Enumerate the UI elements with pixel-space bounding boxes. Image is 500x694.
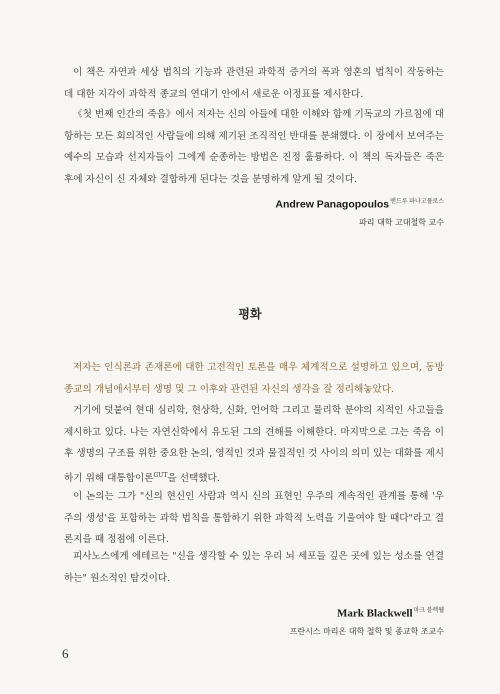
endorser-name: Mark Blackwell$^{마크 블랙웰}$ xyxy=(337,607,444,620)
body-paragraph: 저자는 인식론과 존재론에 대한 고전적인 토론을 매우 체계적으로 설명하고 있으며, 동방 종교의 개념에서부터 생명 및 그 이후와 관련된 자신의 생각을 잘 정리해놓았다. xyxy=(64,362,444,395)
body-paragraph: 거기에 덧붙여 현대 심리학, 현상학, 신화, 언어학 그리고 물리학 분야의 지적인 사고들을 제시하고 있다. 나는 자연신학에서 유도된 그의 견해를 이해한다. 마지막으로 그는 죽음 이후 생명의 구조를 위한 중요한 논의, 영적인 것과 물질적인 것 사이의 의미 있는 대화를 제시하기 위해 대통합이론$^{GUT}$을 선택했다. xyxy=(64,405,444,484)
endorser-name: Andrew Panagopoulos$^{앤드루 파나고풀로스}$ xyxy=(275,198,444,211)
endorser-affiliation: 파리 대학 고대철학 교수 xyxy=(359,217,444,227)
endorsement-signature xyxy=(290,605,444,637)
body-paragraph: 이 논의는 그가 "신의 현신인 사람과 역시 신의 표현인 우주의 계속적인 관계를 통해 '우주의 생성'을 포함하는 과학 법칙을 통합하기 위한 과학적 노력을 기울여야 할 때다"라고 결론지을 때 정점에 이른다. xyxy=(64,491,444,545)
endorser-name-korean: 앤드루 파나고풀로스 xyxy=(390,199,444,205)
endorsement-signature xyxy=(275,196,444,228)
body-paragraph: 《첫 번째 인간의 죽음》에서 저자는 신의 아들에 대한 이해와 함께 기독교의 가르침에 대항하는 모든 회의적인 사람들에 의해 제기된 조직적인 반대를 분쇄했다. 이 장에서 보여주는 예수의 모습과 선지자들이 그에게 순종하는 방법은 진정 훌륭하다. 이 책의 독자들은 죽은 후에 자신이 신 자체와 결합하게 된다는 것을 분명하게 알게 될 것이다. xyxy=(64,109,444,185)
section-title: 평화 xyxy=(238,307,262,321)
body-paragraph: 이 책은 자연과 세상 법칙의 기능과 관련된 과학적 증거의 폭과 영혼의 법칙이 작동하는 데 대한 지각이 과학적 종교의 연대기 안에서 새로운 이정표를 제시한다. xyxy=(64,67,444,100)
superscript-gut: GUT xyxy=(153,471,168,479)
endorser-affiliation: 프란시스 마리온 대학 철학 및 종교학 조교수 xyxy=(289,626,444,636)
body-paragraph: 피사노스에게 에테르는 "신을 생각할 수 있는 우리 뇌 세포들 깊은 곳에 있는 성소를 연결하는" 원소적인 탐것이다. xyxy=(64,551,444,584)
page-number: 6 xyxy=(62,646,69,661)
endorser-name-korean: 마크 블랙웰 xyxy=(413,608,444,614)
